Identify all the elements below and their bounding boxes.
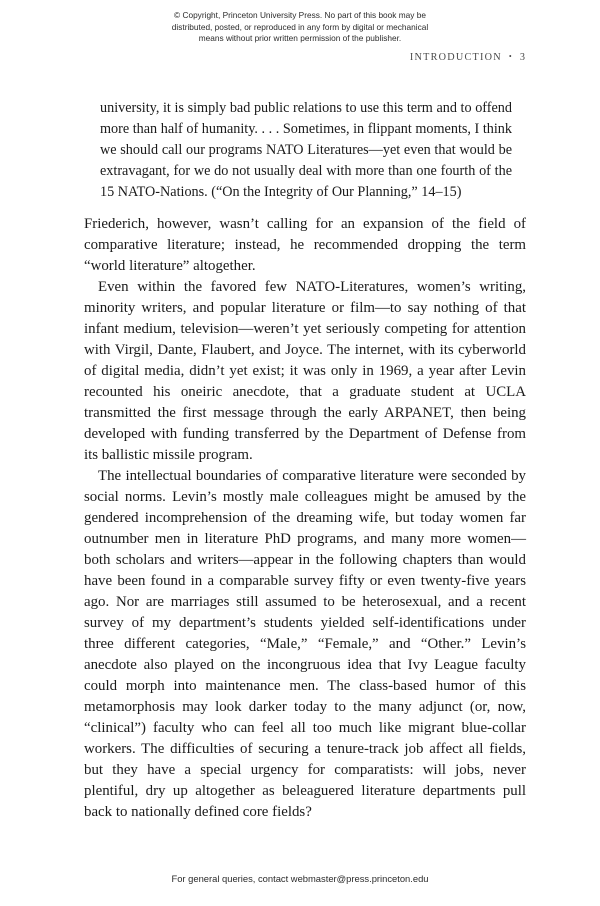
body-paragraph-2: Even within the favored few NATO-Literatures, women’s writing, minority writers, and popular literature or film—to say nothing of that infant medium, television—weren’t yet seriously competing for attention with Virgil, Dante, Flaubert, and Joyce. The internet, with its cyberworld of digital media, didn’t yet exist; it was only in 1969, a year after Levin recounted his oneiric anecdote, that a graduate student at UCLA transmitted the first message through the early ARPANET, then being developed with funding transferred by the Department of Defense from its ballistic missile program.: [84, 278, 526, 463]
running-head: [410, 52, 525, 63]
body-paragraph-1: Friederich, however, wasn’t calling for an expansion of the field of comparative literature; instead, he recommended dropping the term “world literature” altogether.: [84, 215, 526, 274]
copyright-line-2: distributed, posted, or reproduced in any form by digital or mechanical: [171, 21, 429, 32]
copyright-line-3: means without prior written permission of the publisher.: [198, 33, 402, 44]
running-head-separator: •: [508, 52, 513, 61]
page-text-column: [84, 98, 526, 823]
block-quotation: [84, 98, 526, 203]
running-head-title: INTRODUCTION: [409, 52, 502, 63]
page-footer: For general queries, contact webmaster@press.princeton.edu: [171, 873, 429, 884]
page-number: 3: [519, 52, 525, 63]
copyright-notice: [130, 10, 470, 45]
copyright-line-1: © Copyright, Princeton University Press. No part of this book may be: [174, 10, 426, 20]
body-paragraph-3: The intellectual boundaries of comparative literature were seconded by social norms. Levin’s mostly male colleagues might be amused by the gendered incomprehension of the dreaming wife, but today women far outnumber men in literature PhD programs, and many more women—both scholars and writers—appear in the following chapters than would have been found in a comparable survey fifty or even twenty-five years ago. Nor are marriages still assumed to be heterosexual, and a recent survey of my department’s students yielded self-identifications under three different categories, “Male,” “Female,” and “Other.” Levin’s anecdote also played on the incongruous idea that Ivy League faculty could morph into maintenance men. The class-based humor of this metamorphosis may look darker today to the many adjunct (or, now, “clinical”) faculty who can feel all too much like migrant blue-collar workers. The difficulties of securing a tenure-track job affect all fields, but they have a special urgency for comparatists: will jobs, never plentiful, dry up altogether as beleaguered literature departments pull back to nationally defined core fields?: [84, 467, 526, 820]
block-quotation-text: university, it is simply bad public relations to use this term and to offend more than half of humanity. . . . Sometimes, in flippant moments, I think we should call our programs NATO Literatures—yet even that would be extravagant, for we do not usually deal with more than one fourth of the 15 NATO-Nations. (“On the Integrity of Our Planning,” 14–15): [100, 100, 512, 200]
